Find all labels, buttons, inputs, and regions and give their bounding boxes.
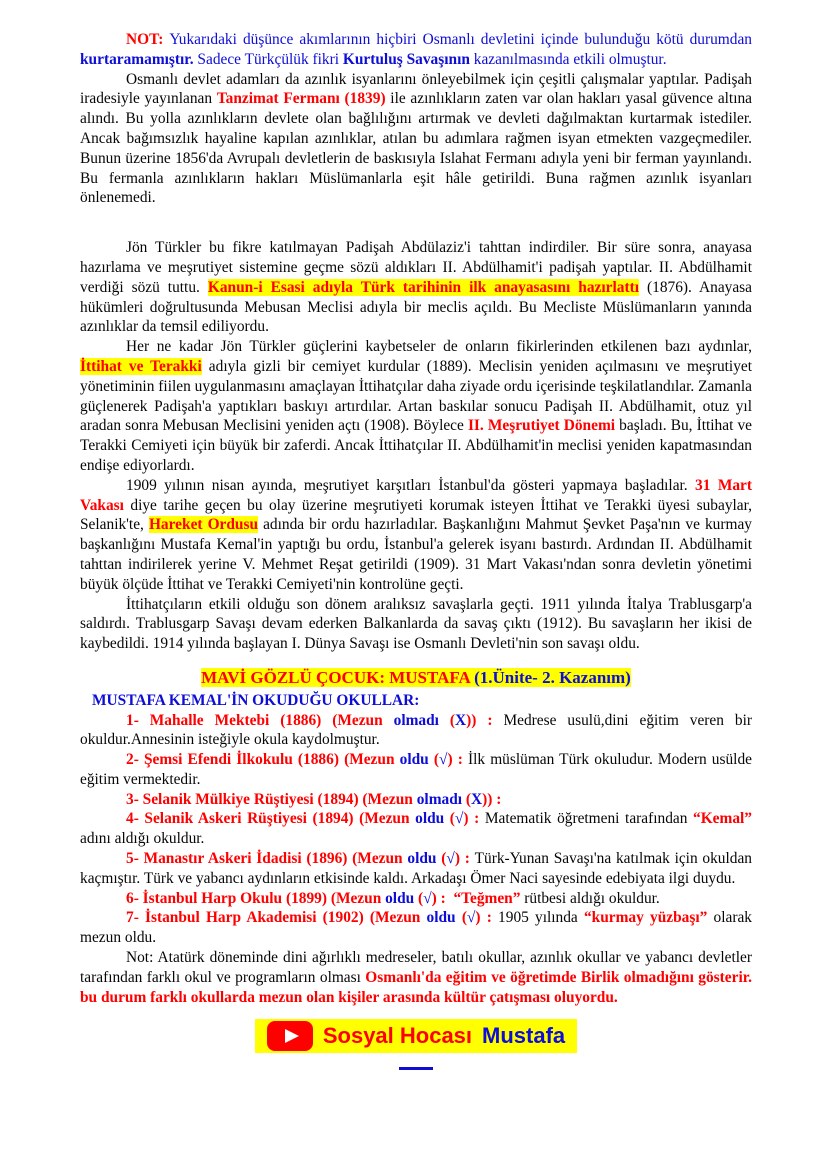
text-run: Osmanlı devlet adamları da azınlık isyanlarını önleyebilmek için çeşitli çalışmalar yaptılar. Padişah iradesiyle yayınlanan bbox=[80, 70, 756, 108]
text-run: 1905 yılında bbox=[498, 909, 584, 927]
text-run: 2- Şemsi Efendi İlkokulu (1886) (Mezun bbox=[126, 751, 400, 769]
text-run: 6- İstanbul Harp Okulu (1899) (Mezun bbox=[126, 889, 386, 907]
text-run: rütbesi aldığı okuldur. bbox=[520, 889, 660, 907]
text-run: Kurtuluş Savaşının bbox=[342, 50, 470, 68]
text-run: ( bbox=[444, 810, 455, 828]
text-run: ( bbox=[428, 751, 439, 769]
text-run: oldu bbox=[385, 889, 415, 907]
footer-brand-red: Sosyal Hocası bbox=[322, 1023, 473, 1049]
text-run: başladı. Bu, İttihat ve Terakki Cemiyeti için büyük bir zaferdi. Ancak İttihatçılar II. Abdülhamit'in meclisi yeniden kapatmasından endişe ediyorlardı. bbox=[80, 417, 756, 474]
text-run: 4- Selanik Askeri Rüştiyesi (1894) (Mezun bbox=[126, 810, 416, 828]
jon-turkler-kanun-i-esasi-paragraph bbox=[80, 238, 756, 337]
text-run: 1909 yılının nisan ayında, meşrutiyet karşıtları İstanbul'da gösteri yapmaya başladılar. bbox=[126, 476, 696, 494]
text-run: 5- Manastır Askeri İdadisi (1896) (Mezun bbox=[126, 850, 408, 868]
text-run: “Kemal” bbox=[693, 810, 752, 828]
text-run: “Teğmen” bbox=[453, 889, 521, 907]
text-run: 7- İstanbul Harp Akademisi (1902) (Mezun bbox=[126, 909, 427, 927]
school-item-4 bbox=[80, 809, 756, 849]
text-run: Her ne kadar Jön Türkler güçlerini kaybetseler de onların fikirlerinden etkilenen bazı aydınlar, bbox=[126, 338, 756, 356]
school-item-6 bbox=[80, 889, 752, 909]
text-run: ) : bbox=[454, 850, 475, 868]
text-run: Kanun-i Esasi adıyla Türk tarihinin ilk anayasasını hazırlattı bbox=[207, 278, 639, 296]
footer-brand-blue: Mustafa bbox=[482, 1023, 566, 1049]
text-run: ile azınlıkların zaten var olan hakları yasal güvence altına alındı. Bu yolla azınlıkların devlete olan bağlılığını artırmak ve devleti dağılmaktan kurtarmak istediler. Ancak bağımsızlık hayaline kapılan azınlıklar, atılan bu adımlara rağmen isyan etmekten vazgeçmediler. Bunun üzerine 1856'da Avrupalı devletlerin de baskısıyla Islahat Fermanı adıyla yeni bir ferman yayınlandı. Bu fermanla azınlıkların hakları Müslümanlarla eşit hâle getirildi. Buna rağmen azınlık isyanları önlenemedi. bbox=[80, 90, 756, 207]
school-item-7 bbox=[80, 908, 756, 948]
footer bbox=[80, 1019, 752, 1070]
text-run: (1876). Anayasa hükümleri doğrultusunda Mebusan Meclisi adıyla bir meclis açıldı. Bu Mecliste Müslümanların yanında azınlıklar da temsil ediliyordu. bbox=[80, 278, 756, 336]
text-run: oldu bbox=[407, 850, 437, 868]
text-run: Tanzimat Fermanı (1839) bbox=[216, 90, 386, 108]
text-run: Jön Türkler bu fikre katılmayan Padişah Abdülaziz'i tahttan indirdiler. Bir süre sonra, anayasa hazırlama ve meşrutiyet sistemine geçme sözü aldıkları II. Abdülhamit'i padişah yaptılar. II. Abdülhamit verdiği sözü tuttu. bbox=[80, 239, 756, 296]
text-run: kazanılmasında etkili olmuştur. bbox=[469, 50, 667, 68]
text-run: √ bbox=[446, 850, 455, 868]
text-run: İttihat ve Terakki bbox=[80, 357, 202, 375]
text-run: )) : bbox=[482, 790, 502, 808]
school-item-5 bbox=[80, 849, 756, 889]
text-run: oldu bbox=[399, 751, 429, 769]
text-run: Osmanlı'da eğitim ve öğretimde Birlik olmadığını gösterir. bu durum farklı okullarda mezun olan kişiler arasında kültür çatışması oluyordu. bbox=[80, 968, 756, 1006]
text-run: ) : bbox=[475, 909, 499, 927]
text-run: ( bbox=[455, 909, 467, 927]
text-run: 3- Selanik Mülkiye Rüştiyesi (1894) (Mezun bbox=[126, 790, 417, 808]
text-run: kurtaramamıştır. bbox=[80, 50, 194, 68]
text-run: adını aldığı okuldur. bbox=[80, 810, 756, 848]
text-run: Matematik öğretmeni tarafından bbox=[484, 810, 693, 828]
text-run: √ bbox=[439, 751, 448, 769]
text-run: √ bbox=[423, 889, 432, 907]
text-run: ) : bbox=[431, 889, 454, 907]
text-run: “kurmay yüzbaşı” bbox=[583, 909, 708, 927]
school-item-3 bbox=[80, 790, 752, 810]
text-run: 31 Mart Vakası bbox=[80, 476, 756, 514]
text-run: X bbox=[471, 790, 483, 808]
text-run: ) : bbox=[463, 810, 485, 828]
text-run: Hareket Ordusu bbox=[148, 516, 259, 534]
text-run: ( bbox=[438, 711, 456, 729]
document-body bbox=[80, 30, 756, 1007]
text-run: Yukarıdaki düşünce akımlarının hiçbiri Osmanlı devletini içinde bulunduğu kötü durumdan bbox=[169, 31, 756, 48]
text-run: II. Meşrutiyet Dönemi bbox=[467, 417, 616, 435]
bottom-dash bbox=[399, 1067, 433, 1070]
text-run: adında bir ordu hazırladılar. Başkanlığını Mahmut Şevket Paşa'nın ve kurmay başkanlığını Mustafa Kemal'in yaptığı bu ordu, İstanbul'a gelerek isyanı bastırdı. Ardından II. Abdülhamit tahttan indirilerek yerine V. Mehmet Reşat getirildi (1909). 31 Mart Vakası'ndan sonra devletin yönetimi büyük ölçüde İttihat ve Terakki Cemiyeti'nin kontrolüne geçti. bbox=[80, 516, 756, 593]
text-run: NOT: bbox=[126, 31, 170, 48]
text-run: diye tarihe geçen bu olay üzerine meşrutiyeti korumak isteyen İttihat ve Terakki üyesi subaylar, Selanik'te, bbox=[80, 496, 756, 534]
note-turkculuk bbox=[80, 30, 756, 70]
text-run: X bbox=[455, 711, 467, 729]
text-run: √ bbox=[454, 810, 464, 828]
text-run: Türk-Yunan Savaşı'na katılmak için okuldan kaçmıştır. Türk ve yabancı aydınların etkisinde kaldı. Arkadaşı Ömer Naci sayesinde edebiyata ilgi duydu. bbox=[80, 850, 756, 887]
subheading-okudugu-okullar bbox=[80, 691, 752, 711]
text-run: olarak mezun oldu. bbox=[80, 909, 756, 947]
school-item-1 bbox=[80, 711, 756, 751]
text-run: ( bbox=[414, 889, 424, 907]
text-run: ( bbox=[462, 790, 472, 808]
text-run: MAVİ GÖZLÜ ÇOCUK: MUSTAFA bbox=[201, 667, 475, 687]
text-run: ) : bbox=[447, 751, 468, 769]
savaslar-paragraph bbox=[80, 595, 756, 654]
text-run: oldu bbox=[415, 810, 445, 828]
footer-brand-band bbox=[255, 1019, 577, 1053]
text-run: ( bbox=[436, 850, 447, 868]
heading-mavi-gozlu-cocuk bbox=[80, 668, 752, 688]
text-run: (1.Ünite- 2. Kazanım) bbox=[474, 667, 631, 687]
youtube-play-icon bbox=[267, 1021, 313, 1051]
text-run: olmadı bbox=[393, 711, 439, 729]
text-run: oldu bbox=[426, 909, 456, 927]
text-run: )) : bbox=[466, 711, 504, 729]
text-run: Sadece Türkçülük fikri bbox=[193, 50, 343, 68]
not-egitim-birligi-paragraph bbox=[80, 948, 756, 1007]
text-run: √ bbox=[466, 909, 476, 927]
text-run: Medrese usulü,dini eğitim veren bir okuldur.Annesinin isteğiyle okula kaydolmuştur. bbox=[80, 711, 756, 749]
text-run: İttihatçıların etkili olduğu son dönem aralıksız savaşlarla geçti. 1911 yılında İtalya Trablusgarp'a saldırdı. Trablusgarp Savaşı devam ederken Balkanlarda da savaş çıktı (1912). Bu savaşların her ikisi de kaybedildi. 1914 yılında başlayan I. Dünya Savaşı ise Osmanlı Devleti'nin son savaşı oldu. bbox=[80, 595, 756, 653]
otuz-bir-mart-vakasi-paragraph bbox=[80, 476, 756, 595]
tanzimat-islahat-paragraph bbox=[80, 70, 756, 209]
ittihat-ve-terakki-paragraph bbox=[80, 337, 756, 476]
text-run: olmadı bbox=[416, 790, 463, 808]
text-run: İlk müslüman Türk okuludur. Modern usülde eğitim vermektedir. bbox=[80, 751, 756, 788]
text-run: 1- Mahalle Mektebi (1886) (Mezun bbox=[126, 711, 394, 729]
text-run: Not: Atatürk döneminde dini ağırlıklı medreseler, batılı okullar, azınlık okullar ve yabancı devletler tarafından farklı okul ve programların olması bbox=[80, 949, 756, 986]
school-item-2 bbox=[80, 750, 756, 790]
text-run: adıyla gizli bir cemiyet kurdular (1889). Meclisin yeniden açılmasını ve meşrutiyet yönetiminin fiilen uygulanmasını amaçlayan İttihatçılar daha ziyade ordu içerisinde teşkilatlandılar. Zamanla güçlenerek Padişah'a yaptıkları baskıyı artırdılar. Artan baskılar sonucu Padişah II. Abdülhamit, otuz yıl aradan sonra Mebusan Meclisini yeniden açtı (1908). Böylece bbox=[80, 357, 756, 435]
text-run: MUSTAFA KEMAL'İN OKUDUĞU OKULLAR: bbox=[92, 691, 420, 709]
